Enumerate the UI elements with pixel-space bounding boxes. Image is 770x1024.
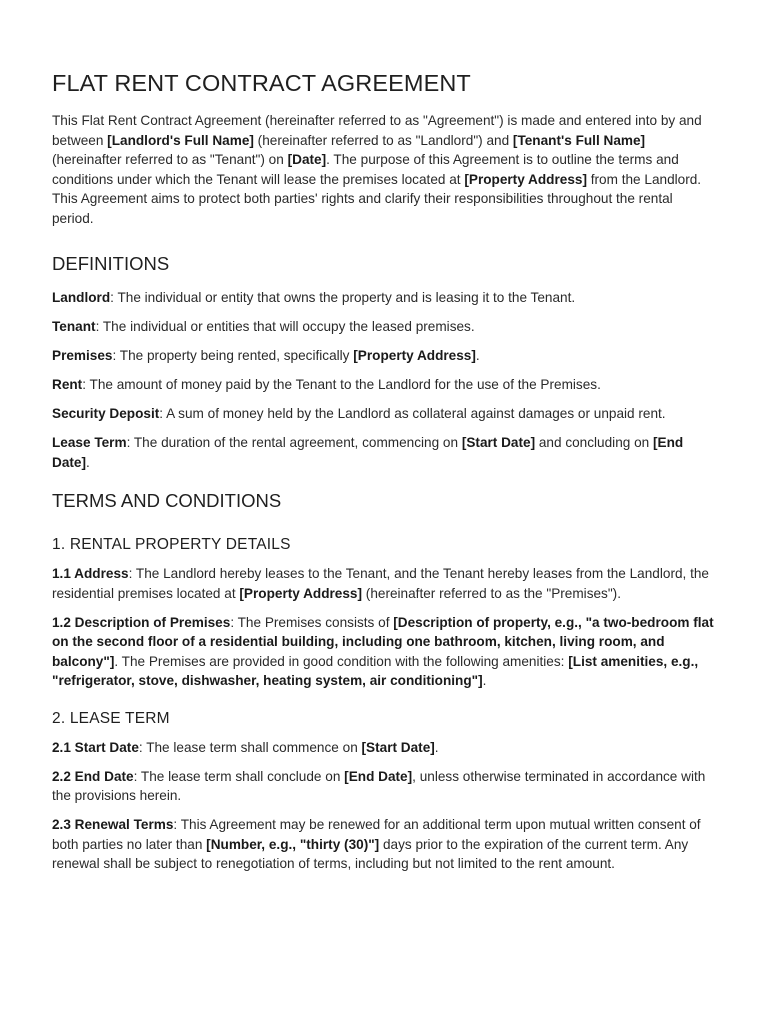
definition-rent: Rent: The amount of money paid by the Tenant to the Landlord for the use of the Premises. <box>52 377 601 392</box>
definitions-list <box>52 288 716 472</box>
document-title: FLAT RENT CONTRACT AGREEMENT <box>52 70 471 96</box>
property-address-placeholder: [Property Address] <box>464 171 587 187</box>
definition-security-deposit: Security Deposit: A sum of money held by the Landlord as collateral against damages or unpaid rent. <box>52 406 666 421</box>
definitions-heading: DEFINITIONS <box>52 253 170 274</box>
section-2-body <box>52 738 716 874</box>
terms-heading: TERMS AND CONDITIONS <box>52 490 282 511</box>
section-2-heading: 2. LEASE TERM <box>52 709 170 727</box>
clause-2-1-start-date: 2.1 Start Date: The lease term shall commence on [Start Date]. <box>52 739 439 755</box>
definition-premises: Premises: The property being rented, specifically [Property Address]. <box>52 348 480 363</box>
clause-1-1-address: 1.1 Address: The Landlord hereby leases to the Tenant, and the Tenant hereby leases from the Landlord, the residential premises located at [Property Address] (hereinafter referred to as the "Premises"). <box>52 566 709 601</box>
intro-paragraph: This Flat Rent Contract Agreement (hereinafter referred to as "Agreement") is made and entered into by and between [Landlord's Full Name] (hereinafter referred to as "Landlord") and [Tenant's Full Name] (hereinafter referred to as "Tenant") on [Date]. The purpose of this Agreement is to outline the terms and conditions under which the Tenant will lease the premises located at [Property Address] from the Landlord. This Agreement aims to protect both parties' rights and clarify their responsibilities throughout the rental period. <box>52 113 702 226</box>
date-placeholder: [Date] <box>287 152 327 167</box>
landlord-name-placeholder: [Landlord's Full Name] <box>107 132 254 148</box>
clause-1-2-description: 1.2 Description of Premises: The Premises consists of [Description of property, e.g., "a two-bedroom flat on the second floor of a residential building, including one bathroom, kitchen, living room, and balcony"]. The Premises are provided in good condition with the following amenities: [List amenities, e.g., "refrigerator, stove, dishwasher, heating system, air conditioning"]. <box>52 614 714 688</box>
clause-2-2-end-date: 2.2 End Date: The lease term shall conclude on [End Date], unless otherwise terminated in accordance with the provisions herein. <box>52 768 706 803</box>
clause-2-3-renewal-terms: 2.3 Renewal Terms: This Agreement may be renewed for an additional term upon mutual written consent of both parties no later than [Number, e.g., "thirty (30)"] days prior to the expiration of the current term. Any renewal shall be subject to renegotiation of terms, including but not limited to the rent amount. <box>52 817 701 871</box>
definition-tenant: Tenant: The individual or entities that will occupy the leased premises. <box>52 319 475 334</box>
tenant-name-placeholder: [Tenant's Full Name] <box>512 132 646 148</box>
section-1-heading: 1. RENTAL PROPERTY DETAILS <box>52 536 291 553</box>
section-1-body <box>52 564 716 691</box>
definition-landlord: Landlord: The individual or entity that owns the property and is leasing it to the Tenant. <box>52 290 576 305</box>
definition-lease-term: Lease Term: The duration of the rental agreement, commencing on [Start Date] and concluding on [End Date]. <box>52 435 684 470</box>
